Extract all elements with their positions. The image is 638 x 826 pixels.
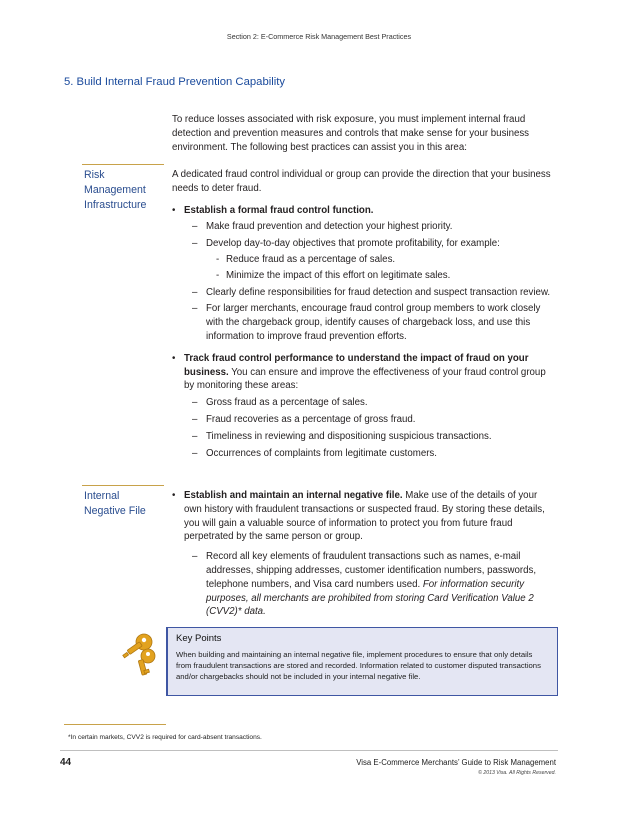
list-item <box>172 447 556 461</box>
bullet-heading: Establish a formal fraud control function. <box>184 204 374 216</box>
bullet-marker: • <box>172 490 176 501</box>
monitoring-areas-list <box>172 396 556 460</box>
risk-lead: A dedicated fraud control individual or group can provide the direction that your business needs to deter fraud. <box>172 169 551 194</box>
list-item-text: Fraud recoveries as a percentage of gross fraud. <box>206 413 416 425</box>
dash-marker: – <box>192 303 198 315</box>
list-item <box>172 220 556 234</box>
dash-marker: – <box>192 447 198 459</box>
bullet-track-performance <box>172 352 556 393</box>
sub-dash-marker: - <box>216 269 220 281</box>
intro-paragraph <box>172 113 556 154</box>
list-item-text: Make fraud prevention and detection your highest priority. <box>206 221 453 233</box>
list-item-text: Develop day-to-day objectives that promote profitability, for example: <box>206 238 500 250</box>
dash-marker: – <box>192 430 198 442</box>
bullet-marker: • <box>172 352 176 364</box>
list-item-text: Gross fraud as a percentage of sales. <box>206 397 368 409</box>
side-rule-risk <box>82 164 164 165</box>
dash-marker: – <box>192 286 198 298</box>
bullet-marker: • <box>172 204 176 216</box>
cvv2-notice: For information security purposes, all merchants are prohibited from storing Card Verification Value 2 (CVV2)* data. <box>206 578 534 618</box>
intro-text: To reduce losses associated with risk exposure, you must implement internal fraud detection and prevention measures and controls that make sense for your business environment. The following best practices can assist you in this area: <box>172 114 530 153</box>
bullet-heading: Track fraud control performance to understand the impact of fraud on your business. <box>184 352 529 378</box>
list-item <box>172 269 556 283</box>
bullet-text: You can ensure and improve the effectiveness of your fraud control group by monitoring these areas: <box>184 366 546 392</box>
list-item <box>172 430 556 444</box>
fraud-control-list <box>172 220 556 343</box>
list-item-text: For larger merchants, encourage fraud control group members to work closely with the chargeback group, identify causes of chargeback loss, and use this information to improve fraud prevention efforts. <box>206 303 541 342</box>
footer-copyright: © 2013 Visa. All Rights Reserved. <box>478 770 556 776</box>
bullet-heading: Establish and maintain an internal negative file. <box>184 490 403 501</box>
footnote: *In certain markets, CVV2 is required for card-absent transactions. <box>68 734 262 741</box>
sub-dash-marker: - <box>216 253 220 265</box>
side-rule-negative-file <box>82 485 164 486</box>
list-item <box>172 550 556 619</box>
section-title: 5. Build Internal Fraud Prevention Capability <box>64 76 286 88</box>
dash-marker: – <box>192 413 198 425</box>
key-points-callout <box>166 627 558 696</box>
list-item <box>172 237 556 282</box>
list-item-text: Record all key elements of fraudulent transactions such as names, e-mail addresses, shipping addresses, customer identification numbers, passwords, telephone numbers, and Visa card numbers used. <box>206 551 537 590</box>
risk-management-section <box>172 168 556 463</box>
list-item-text: Clearly define responsibilities for fraud detection and suspect transaction review. <box>206 286 551 298</box>
page-number: 44 <box>60 757 72 768</box>
dash-marker: – <box>192 551 198 563</box>
bullet-fraud-control-function <box>172 204 556 218</box>
dash-marker: – <box>192 238 198 250</box>
negative-file-list <box>172 550 556 619</box>
footer-rule <box>60 750 558 751</box>
key-points-title: Key Points <box>176 633 222 644</box>
list-item <box>172 302 556 343</box>
bullet-text: Make use of the details of your own history with fraudulent transactions or suspected fraud. By storing these details, you will gain a valuable source of information to protect you from future fraud perpetrated by the same person or group. <box>184 490 545 543</box>
list-item <box>172 286 556 300</box>
running-header: Section 2: E-Commerce Risk Management Best Practices <box>226 32 412 41</box>
dash-marker: – <box>192 397 198 409</box>
footer-title: Visa E-Commerce Merchants’ Guide to Risk Management <box>356 758 556 767</box>
list-item <box>172 253 556 267</box>
list-item <box>172 413 556 427</box>
list-item-text: Occurrences of complaints from legitimate customers. <box>206 447 437 459</box>
list-item-text: Minimize the impact of this effort on legitimate sales. <box>226 269 451 281</box>
list-item-text: Reduce fraud as a percentage of sales. <box>226 253 396 265</box>
list-item-text: Timeliness in reviewing and dispositioning suspicious transactions. <box>206 430 492 442</box>
side-label-risk-management: Risk Management Infrastructure <box>84 169 147 211</box>
dash-marker: – <box>192 221 198 233</box>
side-label-internal-negative-file: Internal Negative File <box>84 490 146 517</box>
keys-icon <box>118 632 162 678</box>
list-item <box>172 396 556 410</box>
negative-file-section <box>172 489 556 622</box>
bullet-negative-file <box>172 489 556 544</box>
key-points-text: When building and maintaining an internal negative file, implement procedures to ensure that only details from fraudulent transactions are stored and recorded. Information related to customer disputed transactions and/or chargebacks should not be included in your internal negative file. <box>176 650 541 681</box>
objectives-sublist <box>172 253 556 283</box>
footnote-rule <box>64 724 166 725</box>
